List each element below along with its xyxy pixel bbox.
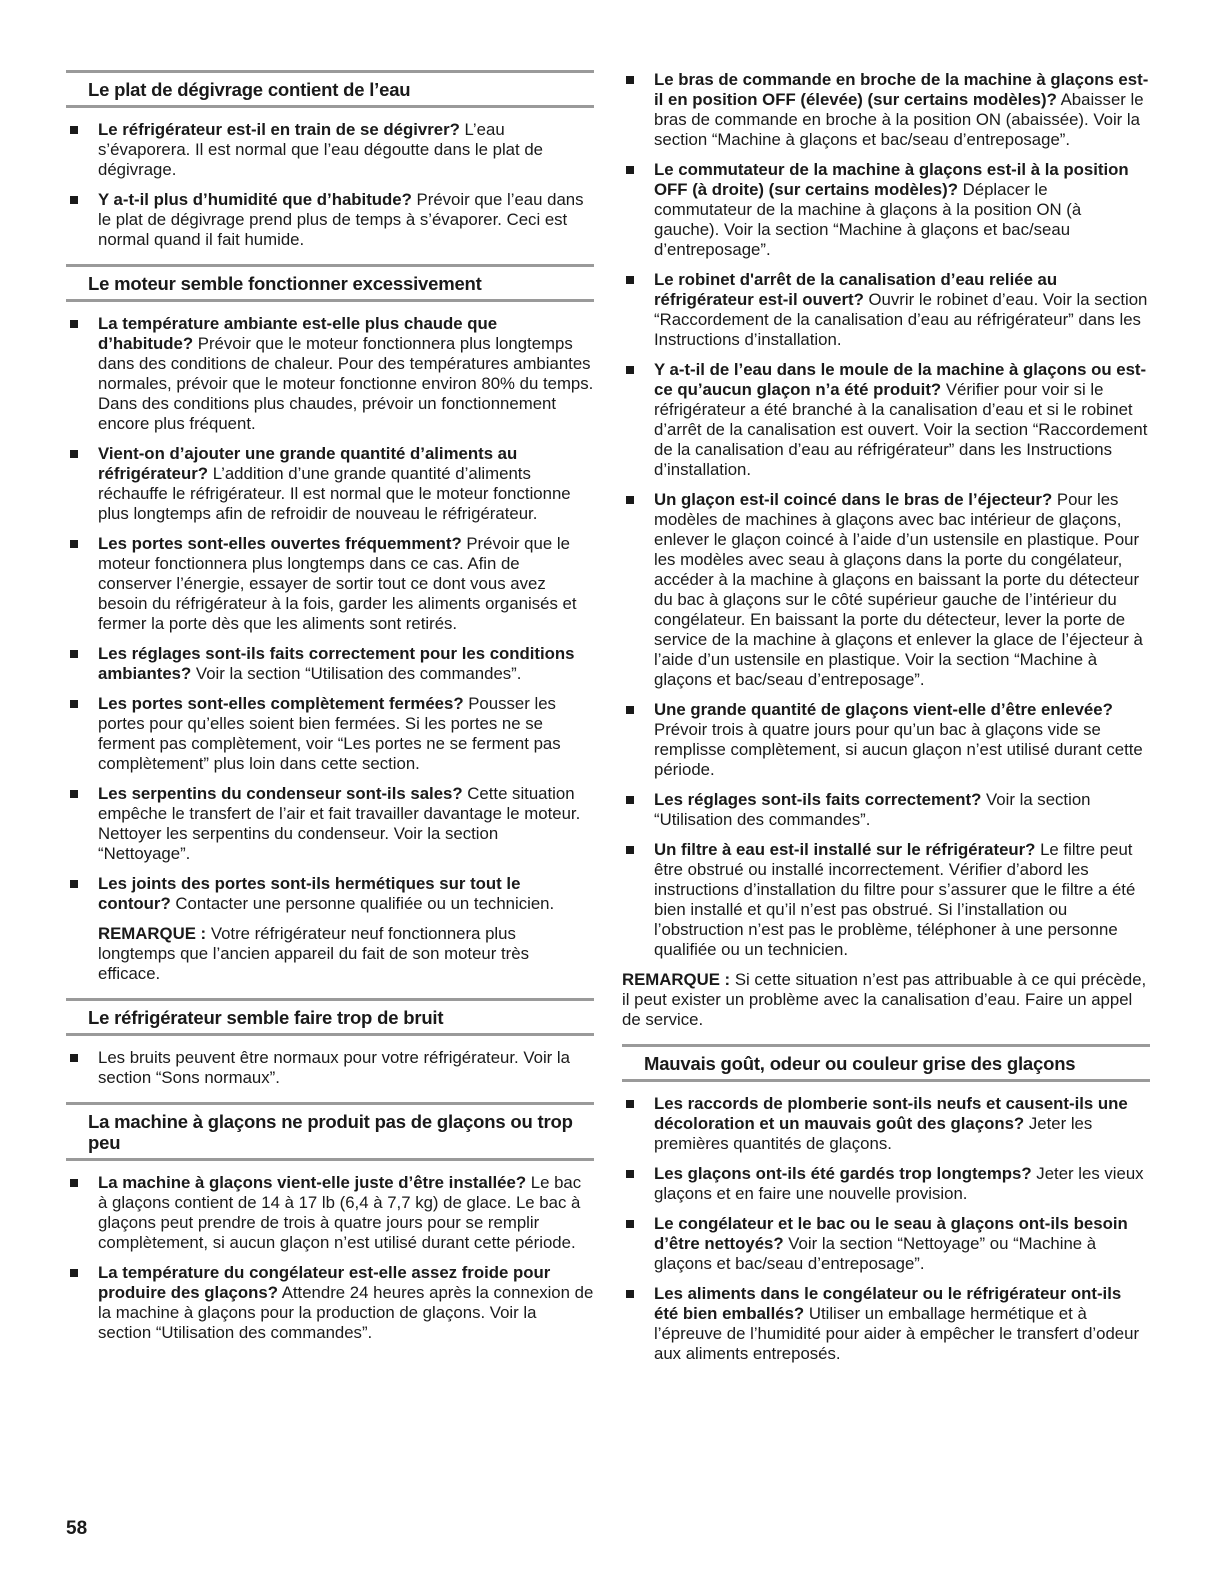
list-item — [66, 694, 594, 774]
list-item — [66, 120, 594, 180]
list-item — [622, 840, 1150, 960]
answer: Voir la section “Utilisation des commandes”. — [654, 790, 1091, 829]
question: Les portes sont-elles complètement fermées? — [98, 694, 464, 713]
answer: Prévoir que l’eau dans le plat de dégivrage prend plus de temps à s’évaporer. Ceci est normal quand il fait humide. — [98, 190, 584, 249]
section-heading: Le réfrigérateur semble faire trop de bruit — [66, 998, 594, 1036]
question: Les aliments dans le congélateur ou le réfrigérateur ont-ils été bien emballés? — [654, 1284, 1122, 1323]
answer: Ouvrir le robinet d’eau. Voir la section “Raccordement de la canalisation d’eau au réfrigérateur” dans les Instructions d’installation. — [654, 290, 1148, 349]
question: Les portes sont-elles ouvertes fréquemment? — [98, 534, 462, 553]
list-item — [622, 1164, 1150, 1204]
item-list — [66, 120, 594, 250]
section-noise — [66, 998, 594, 1088]
item-list — [622, 1094, 1150, 1364]
item-list — [66, 1048, 594, 1088]
answer: Jeter les premières quantités de glaçons. — [654, 1114, 1093, 1153]
question: La température ambiante est-elle plus chaude que d’habitude? — [98, 314, 498, 353]
left-column — [66, 70, 594, 1357]
list-item — [66, 190, 594, 250]
question: La température du congélateur est-elle assez froide pour produire des glaçons? — [98, 1263, 551, 1302]
list-item — [66, 1263, 594, 1343]
answer: Abaisser le bras de commande en broche à la position ON (abaissée). Voir la section “Machine à glaçons et bac/seau d’entreposage”. — [654, 90, 1144, 149]
answer: Les bruits peuvent être normaux pour votre réfrigérateur. Voir la section “Sons normaux”. — [98, 1048, 570, 1087]
answer: Contacter une personne qualifiée ou un technicien. — [170, 894, 555, 913]
note-label: REMARQUE : — [98, 924, 207, 943]
note-text: Votre réfrigérateur neuf fonctionnera plus longtemps que l’ancien appareil du fait de son moteur très efficace. — [98, 924, 529, 983]
section-heading: Le plat de dégivrage contient de l’eau — [66, 70, 594, 108]
answer: L’eau s’évaporera. Il est normal que l’eau dégoutte dans le plat de dégivrage. — [98, 120, 543, 179]
question: Les raccords de plomberie sont-ils neufs et causent-ils une décoloration et un mauvais goût des glaçons? — [654, 1094, 1128, 1133]
section-ice-maker-continued — [622, 70, 1150, 1030]
section-bad-taste — [622, 1044, 1150, 1364]
list-item — [66, 314, 594, 434]
list-item — [66, 1048, 594, 1088]
answer: Jeter les vieux glaçons et en faire une nouvelle provision. — [654, 1164, 1144, 1203]
item-list — [66, 1173, 594, 1343]
answer: Pour les modèles de machines à glaçons avec bac intérieur de glaçons, enlever le glaçon coincé à l’aide d’un ustensile en plastique. Pour les modèles avec seau à glaçons dans la porte du congélateur, accéder à la machine à glaçons en baissant la porte du détecteur du bac à glaçons sur le côté supérieur gauche de l’intérieur du congélateur. En baissant la porte du détecteur, lever la porte de service de la machine à glaçons et enlever la glace de l’éjecteur à l’aide d’un ustensile en plastique. Voir la section “Machine à glaçons et bac/seau d’entreposage”. — [654, 490, 1143, 689]
list-item — [622, 490, 1150, 690]
list-item — [66, 534, 594, 634]
answer: Prévoir que le moteur fonctionnera plus longtemps dans des conditions de chaleur. Pour des températures ambiantes normales, prévoir que le moteur fonctionne environ 80% du temps. Dans des conditions plus chaudes, prévoir un fonctionnement encore plus fréquent. — [98, 334, 594, 433]
list-item — [622, 700, 1150, 780]
question: Vient-on d’ajouter une grande quantité d’aliments au réfrigérateur? — [98, 444, 518, 483]
answer: Le bac à glaçons contient de 14 à 17 lb (6,4 à 7,7 kg) de glace. Le bac à glaçons peut prendre de trois à quatre jours pour se remplir complètement, si aucun glaçon n’est utilisé durant cette période. — [98, 1173, 582, 1252]
question: Le robinet d'arrêt de la canalisation d’eau reliée au réfrigérateur est-il ouvert? — [654, 270, 1058, 309]
answer: Prévoir que le moteur fonctionnera plus longtemps dans ce cas. Afin de conserver l’énergie, essayer de sortir tout ce dont vous avez besoin du réfrigérateur à la fois, garder les aliments organisés et fermer la porte dès que les aliments sont retirés. — [98, 534, 577, 633]
note-label: REMARQUE : — [622, 970, 731, 989]
question: Y a-t-il de l’eau dans le moule de la machine à glaçons ou est-ce qu’aucun glaçon n’a été produit? — [654, 360, 1147, 399]
list-item — [66, 444, 594, 524]
answer: Voir la section “Nettoyage” ou “Machine à glaçons et bac/seau d’entreposage”. — [654, 1234, 1097, 1273]
question: Les joints des portes sont-ils hermétiques sur tout le contour? — [98, 874, 521, 913]
list-item — [66, 644, 594, 684]
question: Un filtre à eau est-il installé sur le réfrigérateur? — [654, 840, 1036, 859]
answer: Utiliser un emballage hermétique et à l’épreuve de l’humidité pour aider à empêcher le transfert d’odeur aux aliments entreposés. — [654, 1304, 1140, 1363]
section-heading: Le moteur semble fonctionner excessivement — [66, 264, 594, 302]
list-item — [66, 1173, 594, 1253]
question: Une grande quantité de glaçons vient-elle d’être enlevée? — [654, 700, 1113, 719]
list-item — [622, 360, 1150, 480]
question: Le congélateur et le bac ou le seau à glaçons ont-ils besoin d’être nettoyés? — [654, 1214, 1128, 1253]
list-item — [622, 790, 1150, 830]
page-number: 58 — [66, 1518, 88, 1539]
question: Les réglages sont-ils faits correctement pour les conditions ambiantes? — [98, 644, 575, 683]
right-column — [622, 70, 1150, 1378]
answer: Prévoir trois à quatre jours pour qu’un bac à glaçons vide se remplisse complètement, si aucun glaçon n’est utilisé durant cette période. — [654, 720, 1143, 779]
answer: Vérifier pour voir si le réfrigérateur a été branché à la canalisation d’eau et si le robinet d’arrêt de la canalisation est ouvert. Voir la section “Raccordement de la canalisation d’eau au réfrigérateur” dans les Instructions d’installation. — [654, 380, 1148, 479]
answer: Attendre 24 heures après la connexion de la machine à glaçons pour la production de glaçons. Voir la section “Utilisation des commandes”. — [98, 1283, 594, 1342]
answer: Voir la section “Utilisation des commandes”. — [191, 664, 522, 683]
question: Un glaçon est-il coincé dans le bras de l’éjecteur? — [654, 490, 1053, 509]
note — [66, 924, 594, 984]
item-list — [622, 70, 1150, 960]
list-item — [622, 70, 1150, 150]
note-text: Si cette situation n’est pas attribuable à ce qui précède, il peut exister un problème avec la canalisation d’eau. Faire un appel de service. — [622, 970, 1147, 1029]
question: Les réglages sont-ils faits correctement? — [654, 790, 982, 809]
list-item — [66, 784, 594, 864]
question: Le réfrigérateur est-il en train de se dégivrer? — [98, 120, 460, 139]
section-heading: La machine à glaçons ne produit pas de glaçons ou trop peu — [66, 1102, 594, 1161]
item-list — [66, 314, 594, 914]
answer: Cette situation empêche le transfert de l’air et fait travailler davantage le moteur. Nettoyer les serpentins du condenseur. Voir la section “Nettoyage”. — [98, 784, 581, 863]
list-item — [622, 1214, 1150, 1274]
question: Y a-t-il plus d’humidité que d’habitude? — [98, 190, 412, 209]
list-item — [622, 1094, 1150, 1154]
section-ice-maker — [66, 1102, 594, 1343]
section-defrost-pan — [66, 70, 594, 250]
answer: Déplacer le commutateur de la machine à glaçons à la position ON (à gauche). Voir la section “Machine à glaçons et bac/seau d’entreposage”. — [654, 180, 1082, 259]
question: Les glaçons ont-ils été gardés trop longtemps? — [654, 1164, 1032, 1183]
note — [622, 970, 1150, 1030]
question: La machine à glaçons vient-elle juste d’être installée? — [98, 1173, 527, 1192]
question: Le commutateur de la machine à glaçons est-il à la position OFF (à droite) (sur certains modèles)? — [654, 160, 1129, 199]
section-motor-runs — [66, 264, 594, 984]
list-item — [622, 160, 1150, 260]
list-item — [622, 1284, 1150, 1364]
answer: L’addition d’une grande quantité d’aliments réchauffe le réfrigérateur. Il est normal que le moteur fonctionne plus longtemps afin de refroidir de nouveau le réfrigérateur. — [98, 464, 571, 523]
list-item — [622, 270, 1150, 350]
answer: Pousser les portes pour qu’elles soient bien fermées. Si les portes ne se ferment pas complètement, voir “Les portes ne se ferment pas complètement” plus loin dans cette section. — [98, 694, 561, 773]
question: Les serpentins du condenseur sont-ils sales? — [98, 784, 463, 803]
answer: Le filtre peut être obstrué ou installé incorrectement. Vérifier d’abord les instructions d’installation du filtre pour s’assurer que le filtre a été bien installé et qu’il n’est pas obstrué. Si l’installation ou l’obstruction n’est pas le problème, téléphoner à une personne qualifiée ou un technicien. — [654, 840, 1136, 959]
section-heading: Mauvais goût, odeur ou couleur grise des glaçons — [622, 1044, 1150, 1082]
list-item — [66, 874, 594, 914]
question: Le bras de commande en broche de la machine à glaçons est-il en position OFF (élevée) (sur certains modèles)? — [654, 70, 1149, 109]
